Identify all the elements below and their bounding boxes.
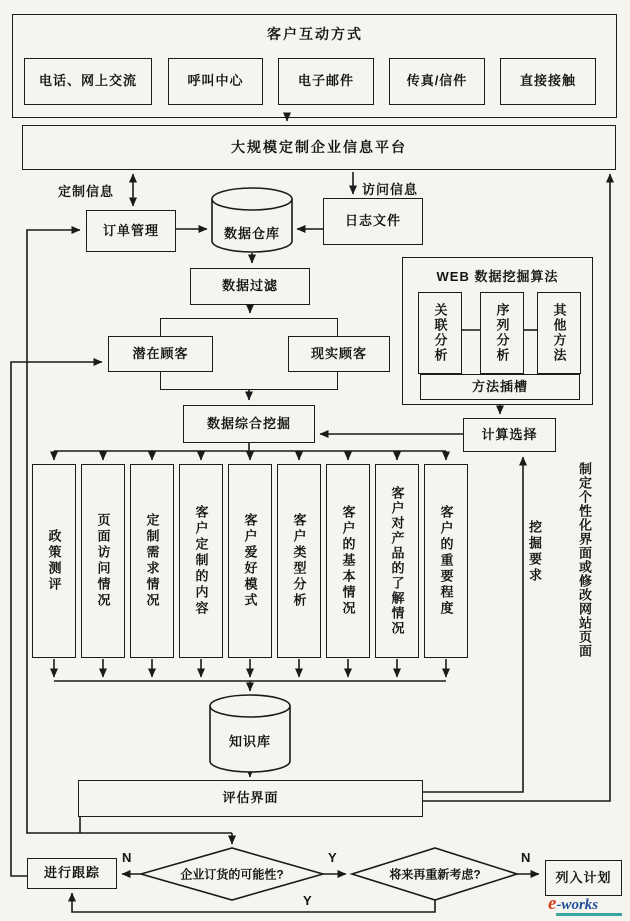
method-other-label: 其他方法 [551, 303, 567, 363]
mining-item-product-knowledge [375, 464, 419, 658]
mining-item-custom-content [179, 464, 223, 658]
mining-item-label: 客户对产品的了解情况 [389, 486, 405, 636]
log-file-box: 日志文件 [323, 198, 423, 245]
interaction-title: 客户互动方式 [267, 26, 363, 42]
label-mining-request: 挖掘要求 [527, 520, 542, 584]
mining-item-label: 客户爱好模式 [242, 513, 258, 609]
tracking-box: 进行跟踪 [27, 858, 117, 889]
label-no-plan: N [521, 850, 531, 865]
mining-item-label: 政策测评 [46, 529, 62, 593]
label-personalize: 制定个性化界面或修改网站页面 [577, 462, 592, 658]
method-association [418, 292, 462, 374]
mining-item-policy-evaluation [32, 464, 76, 658]
channel-direct-contact: 直接接触 [500, 58, 596, 105]
label-no-tracking: N [122, 850, 132, 865]
label-custom-info: 定制信息 [58, 184, 115, 199]
data-warehouse-label: 数据仓库 [223, 226, 281, 241]
mining-item-custom-demand [130, 464, 174, 658]
platform-box: 大规模定制企业信息平台 [22, 125, 616, 170]
decision-reconsider-label: 将来再重新考虑? [389, 867, 481, 882]
mining-item-label: 定制需求情况 [144, 513, 160, 609]
mining-item-label: 页面访问情况 [95, 513, 111, 609]
web-mining-title: WEB 数据挖掘算法 [436, 269, 559, 284]
mining-item-label: 客户的重要程度 [438, 505, 454, 617]
actual-customer-box: 现实顾客 [288, 336, 390, 372]
channel-phone-online: 电话、网上交流 [24, 58, 152, 105]
evaluation-interface-box: 评估界面 [78, 780, 423, 817]
label-yes-reconsider: Y [328, 850, 337, 865]
eworks-underline [556, 913, 622, 916]
mining-item-preference-pattern [228, 464, 272, 658]
calc-select-box: 计算选择 [463, 418, 556, 452]
eworks-watermark [548, 893, 622, 916]
eworks-rest: -works [556, 897, 599, 913]
data-warehouse-cylinder [212, 188, 292, 252]
potential-customer-box: 潜在顾客 [108, 336, 213, 372]
channel-call-center: 呼叫中心 [168, 58, 263, 105]
mining-item-page-visits [81, 464, 125, 658]
mining-item-label: 客户类型分析 [291, 513, 307, 609]
mining-item-label: 客户定制的内容 [193, 505, 209, 617]
knowledge-base-label: 知识库 [228, 734, 272, 749]
method-association-label: 关联分析 [432, 303, 448, 363]
channel-fax-letter: 传真/信件 [389, 58, 485, 105]
method-sequence [480, 292, 524, 374]
mining-item-customer-type [277, 464, 321, 658]
mining-item-importance [424, 464, 468, 658]
eworks-e: e [548, 893, 557, 914]
label-yes-loop: Y [303, 893, 312, 908]
label-visit-info: 访问信息 [362, 182, 419, 197]
method-other [537, 292, 581, 374]
method-sequence-label: 序列分析 [494, 303, 510, 363]
data-filter-box: 数据过滤 [190, 268, 310, 305]
mining-item-label: 客户的基本情况 [340, 505, 356, 617]
data-mining-box: 数据综合挖掘 [183, 405, 315, 443]
decision-order-possibility-label: 企业订货的可能性? [180, 867, 284, 882]
channel-email: 电子邮件 [278, 58, 374, 105]
mining-item-basic-info [326, 464, 370, 658]
method-slot-strip: 方法插槽 [420, 374, 580, 400]
order-management-box: 订单管理 [86, 210, 176, 252]
plan-box: 列入计划 [545, 860, 622, 896]
